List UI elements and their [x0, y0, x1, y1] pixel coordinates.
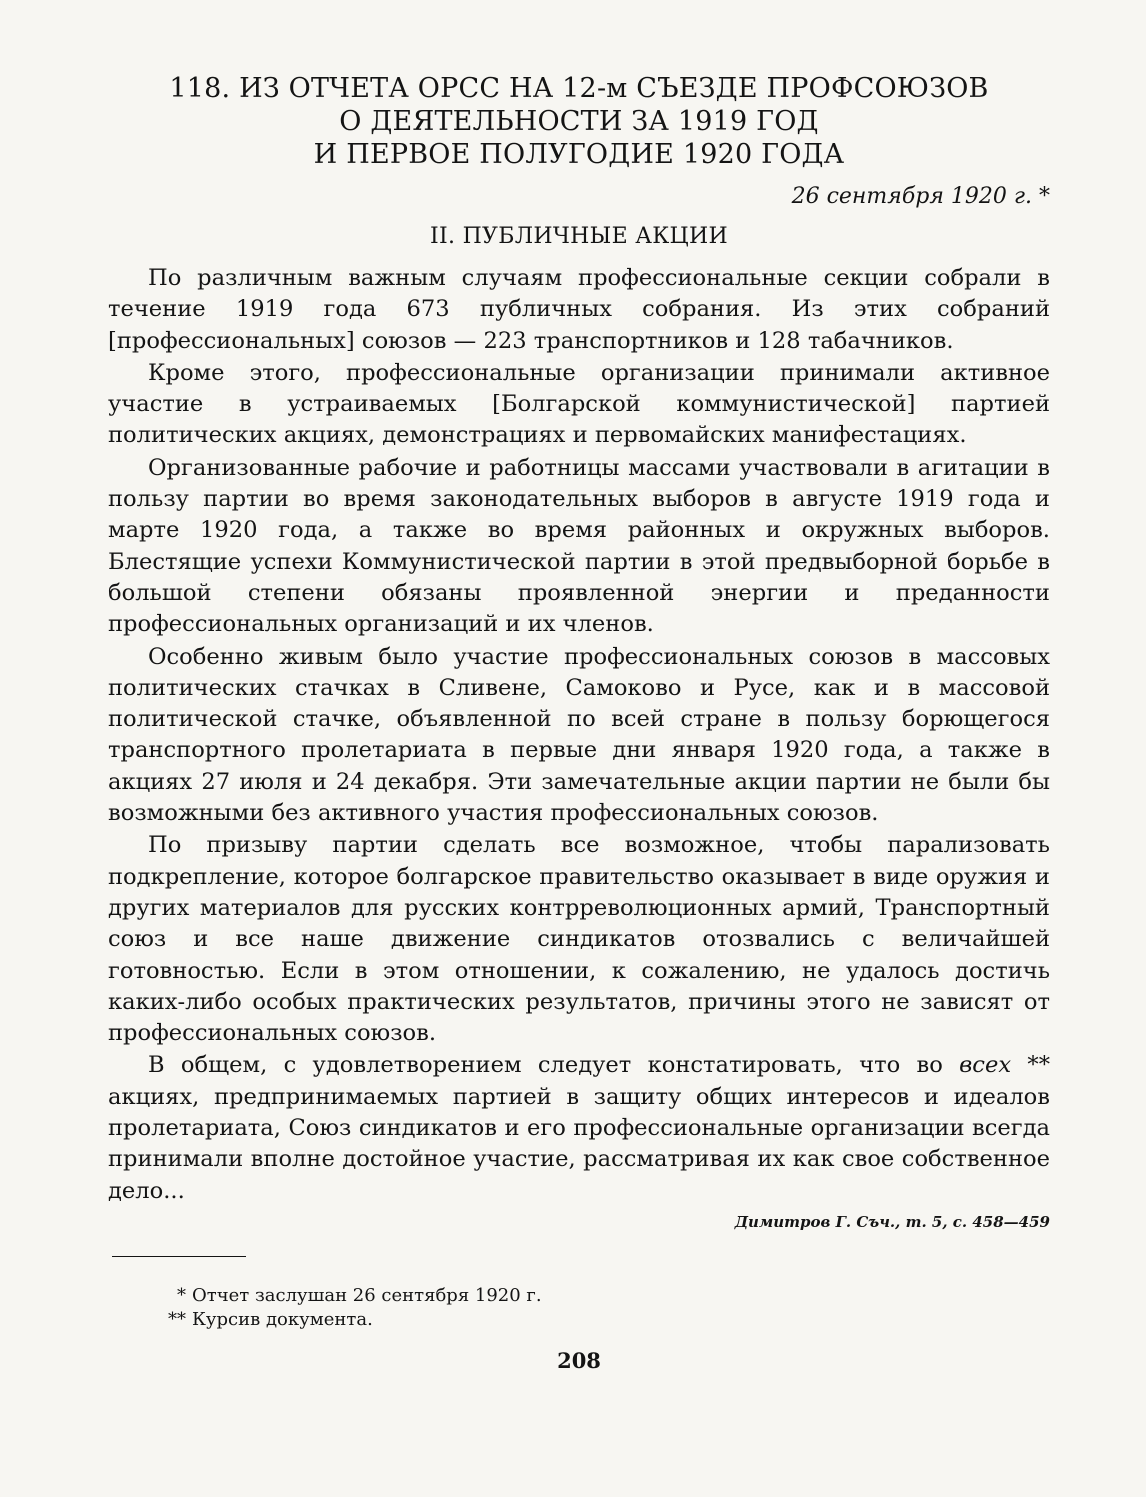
- paragraph-text: В общем, с удовлетворением следует констатировать, что во: [148, 1052, 960, 1079]
- body-text: [108, 263, 1050, 1207]
- footnote-text: Курсив документа.: [192, 1309, 373, 1330]
- title-line: О ДЕЯТЕЛЬНОСТИ ЗА 1919 ГОД: [339, 106, 819, 137]
- footnote-divider: [112, 1256, 246, 1257]
- paragraph: По различным важным случаям профессиональные секции собрали в течение 1919 года 673 публичных собрания. Из этих собраний [профессиональных] союзов — 223 транспортников и 128 табачников.: [108, 265, 1050, 354]
- document-date: 26 сентября 1920 г. *: [791, 184, 1050, 209]
- paragraph: Особенно живым было участие профессиональных союзов в массовых политических стачках в Сливене, Самоково и Русе, как и в массовой политической стачке, объявленной по всей стране в пользу борющегося транспортного пролетариата в первые дни января 1920 года, а также в акциях 27 июля и 24 декабря. Эти замечательные акции партии не были бы возможными без активного участия профессиональных союзов.: [108, 643, 1050, 827]
- italic-emphasis: всех: [959, 1052, 1012, 1079]
- title-line: 118. ИЗ ОТЧЕТА ОРСС НА 12-м СЪЕЗДЕ ПРОФСОЮЗОВ: [169, 73, 989, 104]
- paragraph: Организованные рабочие и работницы массами участвовали в агитации в пользу партии во время законодательных выборов в августе 1919 года и марте 1920 года, а также во время районных и окружных выборов. Блестящие успехи Коммунистической партии в этой предвыборной борьбе в большой степени обязаны проявленной энергии и преданности профессиональных организаций и их членов.: [108, 454, 1050, 638]
- footnote: [156, 1284, 542, 1308]
- paragraph-text: ** акциях, предпринимаемых партией в защиту общих интересов и идеалов пролетариата, Союз синдикатов и его профессиональные организации всегда принимали вполне достойное участие, рассматривая их как свое собственное дело...: [108, 1052, 1050, 1204]
- footnote-mark: **: [168, 1309, 186, 1330]
- document-page: [108, 72, 1050, 1452]
- section-heading: II. ПУБЛИЧНЫЕ АКЦИИ: [430, 224, 728, 249]
- paragraph: Кроме этого, профессиональные организации принимали активное участие в устраиваемых [Болгарской коммунистической] партией политических акциях, демонстрациях и первомайских манифестациях.: [108, 359, 1050, 449]
- footnote: [156, 1308, 542, 1332]
- paragraph-last: [108, 1050, 1050, 1206]
- paragraph: По призыву партии сделать все возможное, чтобы парализовать подкрепление, которое болгарское правительство оказывает в виде оружия и других материалов для русских контрреволюционных армий, Транспортный союз и все наше движение синдикатов отозвались с величайшей готовностью. Если в этом отношении, к сожалению, не удалось достичь каких-либо особых практических результатов, причины этого не зависят от профессиональных союзов.: [108, 832, 1050, 1047]
- page-number: 208: [557, 1348, 601, 1373]
- document-title: [108, 72, 1050, 171]
- footnotes: [156, 1284, 542, 1332]
- footnote-mark: *: [177, 1285, 186, 1306]
- footnote-text: Отчет заслушан 26 сентября 1920 г.: [192, 1285, 542, 1306]
- title-line: И ПЕРВОЕ ПОЛУГОДИЕ 1920 ГОДА: [313, 139, 845, 170]
- source-citation: Димитров Г. Съч., т. 5, с. 458—459: [734, 1212, 1050, 1231]
